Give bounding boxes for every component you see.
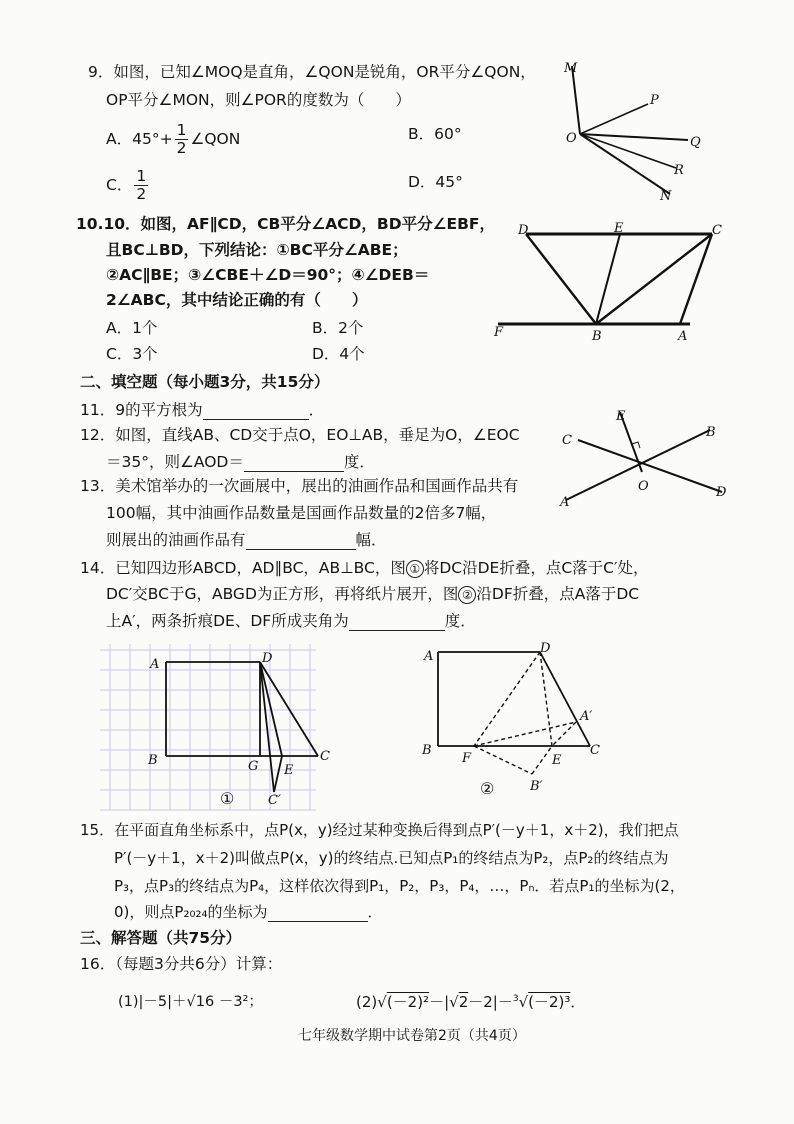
q14-fig2-label-b: B [422, 743, 432, 758]
q13-line2: 100幅，其中油画作品数量是国画作品数量的2倍多7幅， [106, 504, 497, 522]
q14-fig2-caption: ② [480, 779, 495, 798]
q14-fig2-label-b-prime: B′ [530, 779, 543, 794]
q15-line4: 0)，则点P₂₀₂₄的坐标为 ． [114, 903, 383, 921]
q16-line1: 16．（每题3分共6分）计算： [80, 955, 283, 973]
q10-label-a: A [678, 329, 688, 344]
q9-figure [560, 60, 710, 204]
q14-fig2-label-a: A [424, 649, 434, 664]
q9-option-d: D．45° [408, 173, 463, 191]
q15-line1: 15．在平面直角坐标系中，点P(x，y)经过某种变换后得到点P′(－y＋1，x＋2)，我们把点 [80, 821, 679, 839]
q14-line3: 上A′，两条折痕DE、DF所成夹角为 度． [106, 612, 476, 630]
q10-line1: 10.10．如图，AF∥CD，CB平分∠ACD，BD平分∠EBF， [76, 215, 495, 233]
q12-answer-blank[interactable] [244, 455, 344, 472]
q13-line3: 则展出的油画作品有 幅． [106, 531, 387, 549]
q9-option-a: A．45°+ $\frac{1}{2}$ ∠QON [106, 121, 241, 157]
q14-fig1-label-c: C [320, 749, 330, 764]
section-fill-in-heading: 二、填空题（每小题3分，共15分） [80, 373, 330, 391]
q9-label-m: M [564, 61, 578, 76]
q14-fig1-label-b: B [148, 753, 158, 768]
q10-label-d: D [518, 223, 529, 238]
q9-fraction: $\frac{1}{2}$ [176, 121, 187, 157]
q11-answer-blank[interactable] [203, 403, 309, 420]
q14-answer-blank[interactable] [349, 614, 445, 631]
q13-line1: 13．美术馆举办的一次画展中，展出的油画作品和国画作品共有 [80, 477, 519, 495]
q9-option-c: C． $\frac{1}{2}$ [106, 167, 147, 203]
q9-option-b: B．60° [408, 125, 462, 143]
q9-label-p: P [650, 93, 659, 108]
q10-option-c: C．3个 [106, 345, 158, 363]
q9-fraction-c: $\frac{1}{2}$ [136, 167, 147, 203]
q10-line4: 2∠ABC，其中结论正确的有（ ） [106, 291, 368, 309]
q14-fig1-label-d: D [262, 651, 273, 666]
q14-line2: DC′交BC于G，ABGD为正方形，再将纸片展开，图 ② 沿DF折叠，点A落于DC [106, 585, 640, 603]
q14-fig1-caption: ① [220, 789, 235, 808]
q14-line1: 14．已知四边形ABCD，AD∥BC，AB⊥BC，图 ① 将DC沿DE折叠，点C落于C′处， [80, 559, 649, 577]
q14-fig1-label-g: G [248, 759, 259, 774]
q9-line2: OP平分∠MON，则∠POR的度数为（ ） [106, 91, 411, 109]
q14-fig2-label-e: E [552, 753, 562, 768]
q14-fig2-label-a-prime: A′ [580, 709, 593, 724]
q10-option-a: A．1个 [106, 319, 158, 337]
q10-figure [490, 222, 730, 347]
q12-line2: ＝35°，则∠AOD＝ 度． [106, 453, 375, 471]
q9-label-n: N [660, 189, 672, 204]
q14-fig2-label-f: F [462, 751, 472, 766]
q10-label-c: C [712, 223, 722, 238]
q15-line3: P₃，点P₃的终结点为P₄，这样依次得到P₁，P₂，P₃，P₄，…，Pₙ．若点P₁的坐标为(2， [114, 877, 685, 895]
q10-line3: ②AC∥BE；③∠CBE＋∠D＝90°；④∠DEB＝ [106, 266, 430, 284]
q12-label-c: C [562, 433, 572, 448]
q12-figure [560, 408, 740, 508]
q14-fig1-label-c-prime: C′ [268, 793, 281, 808]
q14-fig2-label-d: D [540, 641, 551, 656]
q11: 11．9的平方根为 ． [80, 401, 325, 419]
q10-label-b: B [592, 329, 602, 344]
q9-label-r: R [674, 163, 684, 178]
q12-label-o: O [638, 479, 649, 494]
page-footer: 七年级数学期中试卷第2页（共4页） [298, 1028, 526, 1044]
q14-fig2-label-c: C [590, 743, 600, 758]
q16-part2: (2)√(－2)²－|√2－2|－$^3$√(－2)³． [356, 993, 586, 1011]
q14-fig1-label-e: E [284, 763, 294, 778]
q12-label-a: A [560, 495, 570, 510]
section-solve-heading: 三、解答题（共75分） [80, 929, 242, 947]
q9-label-q: Q [690, 135, 701, 150]
q10-option-b: B．2个 [312, 319, 364, 337]
q14-figure-2 [418, 640, 618, 800]
q9-line1: 9．如图，已知∠MOQ是直角，∠QON是锐角，OR平分∠QON， [88, 63, 536, 81]
q12-line1: 12．如图，直线AB、CD交于点O，EO⊥AB，垂足为O，∠EOC [80, 426, 520, 444]
q15-answer-blank[interactable] [268, 905, 368, 922]
q16-part1: (1)|－5|＋√16 －3²； [118, 994, 263, 1010]
q10-label-f: F [494, 325, 504, 340]
q10-option-d: D．4个 [312, 345, 365, 363]
q12-label-e: E [616, 409, 626, 424]
q12-label-b: B [706, 425, 716, 440]
q10-line2: 且BC⊥BD，下列结论：①BC平分∠ABE； [106, 241, 408, 259]
q10-label-e: E [614, 221, 624, 236]
q9-label-o: O [566, 131, 577, 146]
q12-label-d: D [716, 485, 727, 500]
q13-answer-blank[interactable] [246, 533, 356, 550]
q15-line2: P′(－y＋1，x＋2)叫做点P(x，y)的终结点.已知点P₁的终结点为P₂，点P₂的终结点为 [114, 849, 669, 867]
q14-figure-1 [96, 640, 336, 812]
q14-fig1-label-a: A [150, 657, 160, 672]
